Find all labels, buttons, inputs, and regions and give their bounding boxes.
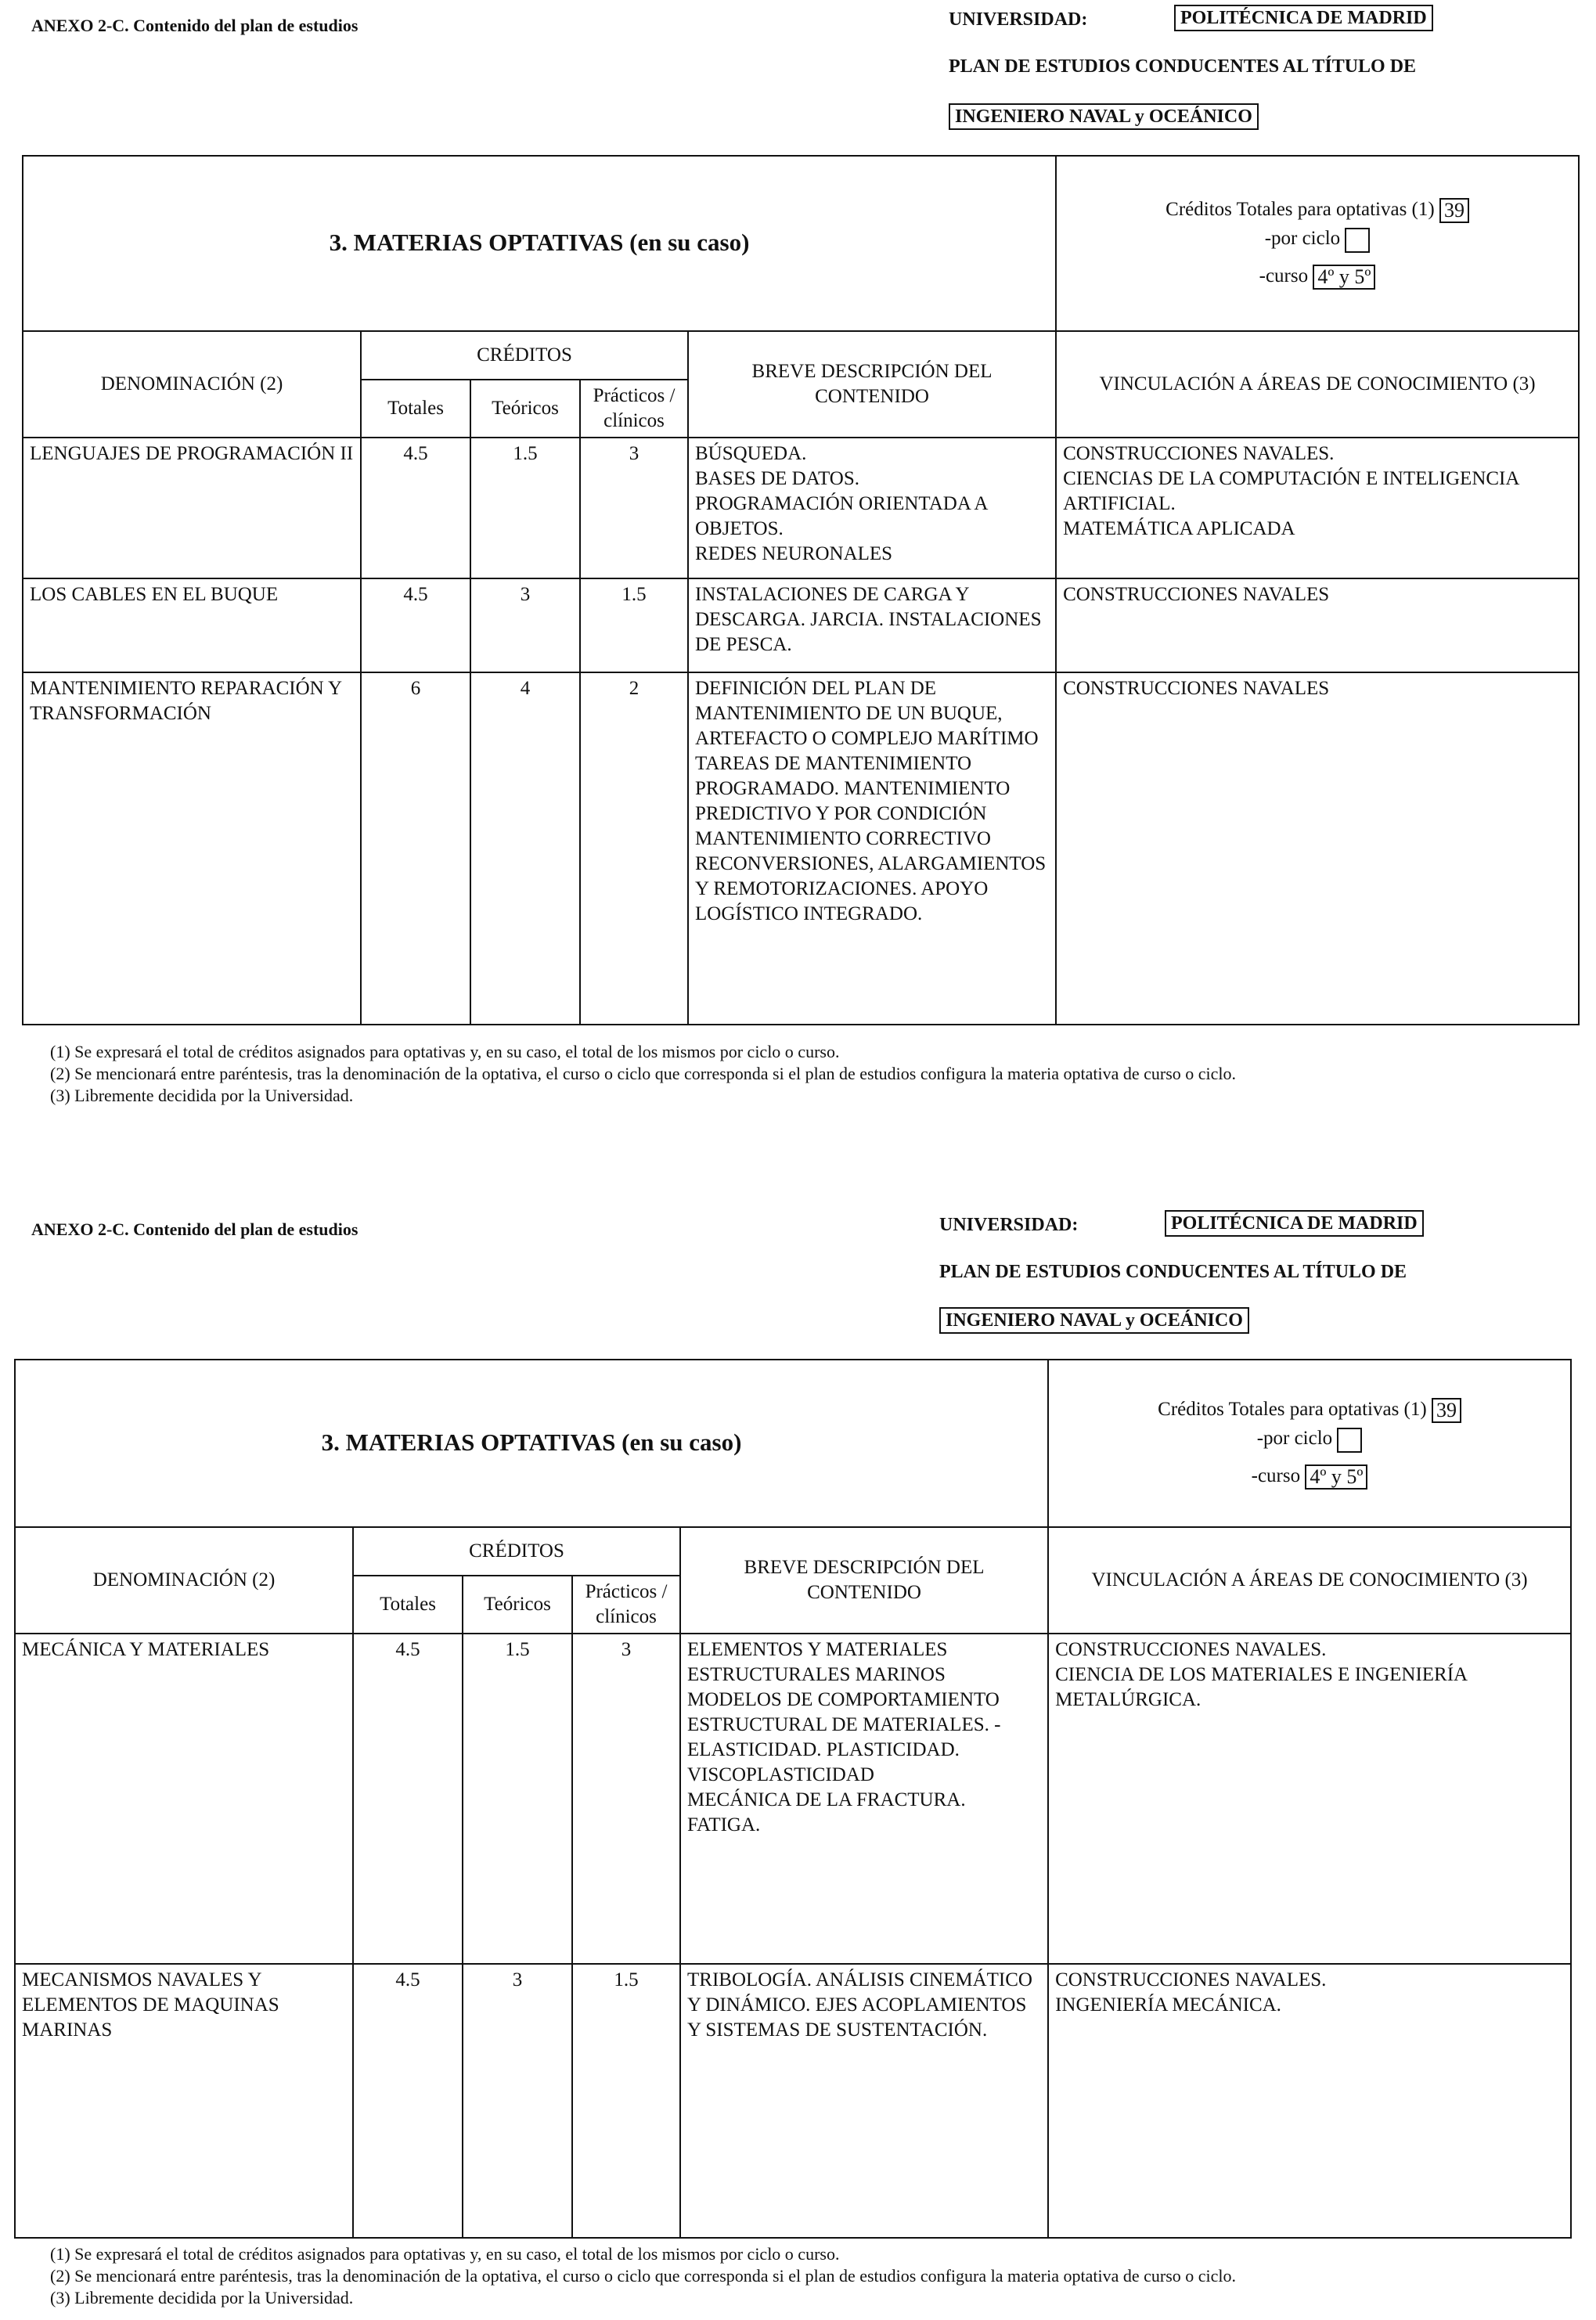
universidad-label: UNIVERSIDAD:: [939, 1215, 1079, 1235]
footnote: (3) Libremente decidida por la Universidad.: [50, 1086, 354, 1105]
row-name: MECANISMOS NAVALES Y ELEMENTOS DE MAQUINAS MARINAS: [15, 1964, 353, 2238]
titulo-value: INGENIERO NAVAL y OCEÁNICO: [949, 103, 1259, 130]
hdr-creditos: CRÉDITOS: [353, 1527, 680, 1576]
row-desc: DEFINICIÓN DEL PLAN DE MANTENIMIENTO DE UN BUQUE, ARTEFACTO O COMPLEJO MARÍTIMO TAREAS DE MANTENIMIENTO PROGRAMADO. MANTENIMIENTO PREDICTIVO Y POR CONDICIÓN MANTENIMIENTO CORRECTIVO RECONVERSIONES, ALARGAMIENTOS Y REMOTORIZACIONES. APOYO LOGÍSTICO INTEGRADO.: [688, 672, 1056, 1025]
plan-label: PLAN DE ESTUDIOS CONDUCENTES AL TÍTULO DE: [949, 56, 1417, 77]
por-ciclo-label: -por ciclo: [1264, 228, 1341, 250]
optativas-table: [14, 1359, 1572, 2239]
row-teoricos: 3: [463, 1964, 572, 2238]
row-name: MECÁNICA Y MATERIALES: [15, 1634, 353, 1964]
section-title-cell: [23, 156, 1056, 331]
por-ciclo-box: [1345, 228, 1370, 253]
table-row: [15, 1964, 1571, 2238]
section-title-cell: [15, 1360, 1048, 1527]
anexo-title: ANEXO 2-C. Contenido del plan de estudios: [31, 16, 358, 35]
footnote: (2) Se mencionará entre paréntesis, tras la denominación de la optativa, el curso o ciclo que corresponda si el plan de estudios configura la materia optativa de curso o ciclo.: [50, 2266, 1237, 2286]
curso-label: -curso: [1251, 1464, 1301, 1486]
footnotes: [50, 2243, 1236, 2309]
table-row: [23, 672, 1579, 1025]
por-ciclo-label: -por ciclo: [1256, 1428, 1333, 1450]
row-areas: CONSTRUCCIONES NAVALES: [1056, 578, 1579, 672]
row-totales: 6: [361, 672, 470, 1025]
creditos-totales-label: Créditos Totales para optativas (1): [1165, 199, 1435, 221]
credits-panel: [1056, 156, 1579, 331]
curso-value: 4º y 5º: [1313, 265, 1375, 290]
hdr-creditos: CRÉDITOS: [361, 331, 688, 380]
hdr-totales: Totales: [361, 380, 470, 438]
row-totales: 4.5: [353, 1634, 463, 1964]
row-desc: ELEMENTOS Y MATERIALES ESTRUCTURALES MARINOS MODELOS DE COMPORTAMIENTO ESTRUCTURAL DE MATERIALES. - ELASTICIDAD. PLASTICIDAD. VISCOPLASTICIDAD MECÁNICA DE LA FRACTURA. FATIGA.: [680, 1634, 1048, 1964]
footnote: (2) Se mencionará entre paréntesis, tras la denominación de la optativa, el curso o ciclo que corresponda si el plan de estudios configura la materia optativa de curso o ciclo.: [50, 1064, 1237, 1083]
por-ciclo-box: [1337, 1428, 1362, 1453]
curso-value: 4º y 5º: [1305, 1464, 1367, 1490]
footnotes: [50, 1041, 1236, 1107]
anexo-title: ANEXO 2-C. Contenido del plan de estudios: [31, 1219, 358, 1239]
curso-label: -curso: [1259, 265, 1309, 286]
universidad-value: POLITÉCNICA DE MADRID: [1174, 5, 1433, 31]
creditos-totales-value: 39: [1439, 198, 1469, 223]
row-practicos: 3: [572, 1634, 680, 1964]
optativas-table: [22, 155, 1580, 1025]
row-teoricos: 1.5: [470, 438, 580, 578]
hdr-descripcion: BREVE DESCRIPCIÓN DEL CONTENIDO: [688, 331, 1056, 438]
credits-panel: [1048, 1360, 1571, 1527]
row-totales: 4.5: [353, 1964, 463, 2238]
section-title: 3. MATERIAS OPTATIVAS (en su caso): [329, 228, 750, 256]
hdr-denominacion: DENOMINACIÓN (2): [15, 1527, 353, 1634]
table-row: [23, 578, 1579, 672]
creditos-totales-label: Créditos Totales para optativas (1): [1158, 1399, 1427, 1421]
hdr-vinculacion: VINCULACIÓN A ÁREAS DE CONOCIMIENTO (3): [1048, 1527, 1571, 1634]
row-areas: CONSTRUCCIONES NAVALES. CIENCIAS DE LA COMPUTACIÓN E INTELIGENCIA ARTIFICIAL. MATEMÁTICA APLICADA: [1056, 438, 1579, 578]
hdr-teoricos: Teóricos: [470, 380, 580, 438]
row-teoricos: 4: [470, 672, 580, 1025]
section-title: 3. MATERIAS OPTATIVAS (en su caso): [321, 1428, 742, 1456]
row-name: LENGUAJES DE PROGRAMACIÓN II: [23, 438, 361, 578]
row-teoricos: 1.5: [463, 1634, 572, 1964]
row-desc: INSTALACIONES DE CARGA Y DESCARGA. JARCIA. INSTALACIONES DE PESCA.: [688, 578, 1056, 672]
row-areas: CONSTRUCCIONES NAVALES. CIENCIA DE LOS MATERIALES E INGENIERÍA METALÚRGICA.: [1048, 1634, 1571, 1964]
row-practicos: 1.5: [580, 578, 688, 672]
row-name: MANTENIMIENTO REPARACIÓN Y TRANSFORMACIÓN: [23, 672, 361, 1025]
universidad-label: UNIVERSIDAD:: [949, 9, 1088, 30]
hdr-totales: Totales: [353, 1576, 463, 1634]
hdr-descripcion: BREVE DESCRIPCIÓN DEL CONTENIDO: [680, 1527, 1048, 1634]
plan-label: PLAN DE ESTUDIOS CONDUCENTES AL TÍTULO DE: [939, 1262, 1407, 1282]
row-totales: 4.5: [361, 438, 470, 578]
hdr-vinculacion: VINCULACIÓN A ÁREAS DE CONOCIMIENTO (3): [1056, 331, 1579, 438]
row-areas: CONSTRUCCIONES NAVALES: [1056, 672, 1579, 1025]
row-name: LOS CABLES EN EL BUQUE: [23, 578, 361, 672]
hdr-denominacion: DENOMINACIÓN (2): [23, 331, 361, 438]
hdr-practicos: Prácticos / clínicos: [580, 380, 688, 438]
hdr-teoricos: Teóricos: [463, 1576, 572, 1634]
footnote: (3) Libremente decidida por la Universidad.: [50, 2288, 354, 2307]
row-totales: 4.5: [361, 578, 470, 672]
footnote: (1) Se expresará el total de créditos asignados para optativas y, en su caso, el total de los mismos por ciclo o curso.: [50, 1042, 840, 1061]
table-row: [15, 1634, 1571, 1964]
row-areas: CONSTRUCCIONES NAVALES. INGENIERÍA MECÁNICA.: [1048, 1964, 1571, 2238]
row-practicos: 2: [580, 672, 688, 1025]
table-row: [23, 438, 1579, 578]
hdr-practicos: Prácticos / clínicos: [572, 1576, 680, 1634]
row-practicos: 3: [580, 438, 688, 578]
titulo-value: INGENIERO NAVAL y OCEÁNICO: [939, 1307, 1249, 1334]
row-practicos: 1.5: [572, 1964, 680, 2238]
row-teoricos: 3: [470, 578, 580, 672]
row-desc: BÚSQUEDA. BASES DE DATOS. PROGRAMACIÓN ORIENTADA A OBJETOS. REDES NEURONALES: [688, 438, 1056, 578]
row-desc: TRIBOLOGÍA. ANÁLISIS CINEMÁTICO Y DINÁMICO. EJES ACOPLAMIENTOS Y SISTEMAS DE SUSTENTACIÓN.: [680, 1964, 1048, 2238]
universidad-value: POLITÉCNICA DE MADRID: [1165, 1210, 1424, 1237]
footnote: (1) Se expresará el total de créditos asignados para optativas y, en su caso, el total de los mismos por ciclo o curso.: [50, 2244, 840, 2264]
creditos-totales-value: 39: [1432, 1398, 1461, 1423]
